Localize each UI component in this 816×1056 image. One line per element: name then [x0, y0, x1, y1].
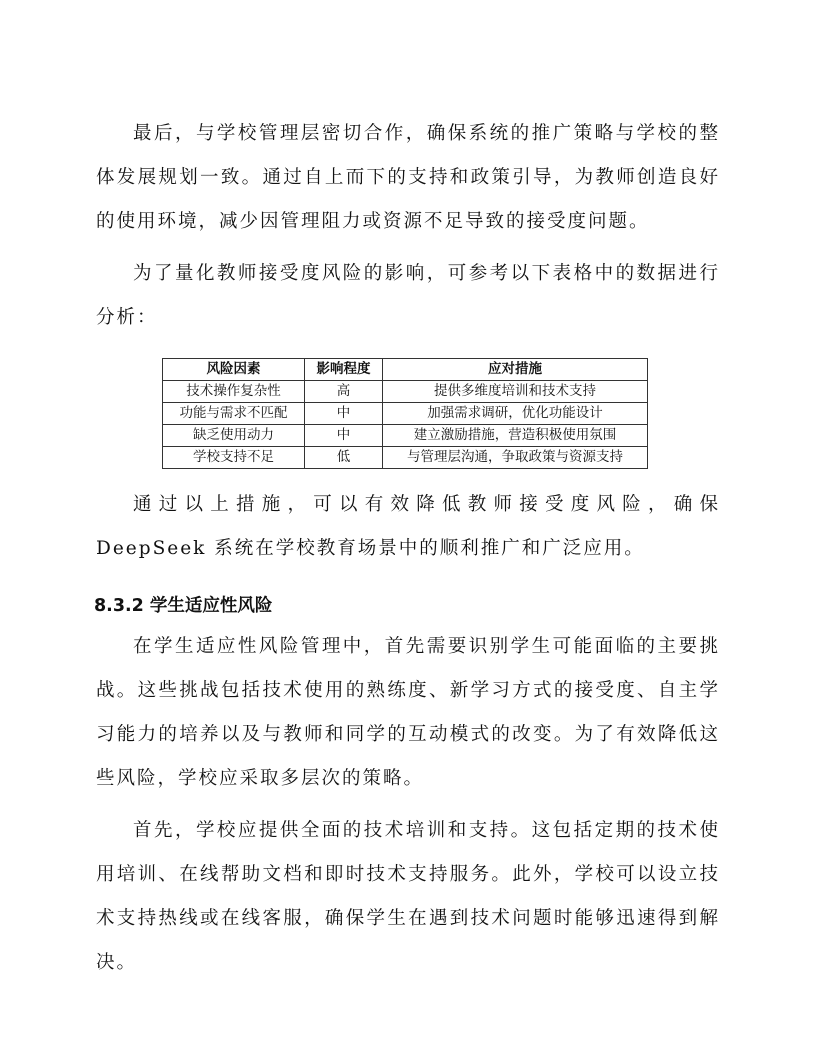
table-cell: 高 [305, 381, 383, 403]
table-cell: 学校支持不足 [163, 447, 305, 469]
table-cell: 建立激励措施，营造积极使用氛围 [383, 425, 648, 447]
table-cell: 中 [305, 425, 383, 447]
table-header-row [163, 359, 648, 381]
paragraph: 首先，学校应提供全面的技术培训和支持。这包括定期的技术使用培训、在线帮助文档和即时技术支持服务。此外，学校可以设立技术支持热线或在线客服，确保学生在遇到技术问题时能够迅速得到解决。 [96, 820, 720, 973]
table-cell: 加强需求调研，优化功能设计 [383, 403, 648, 425]
section-number: 8.3.2 [94, 596, 144, 616]
paragraph: 在学生适应性风险管理中，首先需要识别学生可能面临的主要挑战。这些挑战包括技术使用的熟练度、新学习方式的接受度、自主学习能力的培养以及与教师和同学的互动模式的改变。为了有效降低这些风险，学校应采取多层次的策略。 [96, 636, 720, 789]
risk-table [162, 358, 648, 469]
section-title: 学生适应性风险 [149, 596, 273, 616]
table-cell: 提供多维度培训和技术支持 [383, 381, 648, 403]
table-cell: 缺乏使用动力 [163, 425, 305, 447]
section-heading [94, 589, 720, 623]
table-cell: 低 [305, 447, 383, 469]
table-cell: 与管理层沟通，争取政策与资源支持 [383, 447, 648, 469]
paragraph: 为了量化教师接受度风险的影响，可参考以下表格中的数据进行分析： [96, 263, 720, 328]
table-row [163, 381, 648, 403]
paragraph: 通过以上措施，可以有效降低教师接受度风险，确保 DeepSeek 系统在学校教育场景中的顺利推广和广泛应用。 [96, 494, 720, 559]
document-page [96, 112, 720, 993]
paragraph: 最后，与学校管理层密切合作，确保系统的推广策略与学校的整体发展规划一致。通过自上而下的支持和政策引导，为教师创造良好的使用环境，减少因管理阻力或资源不足导致的接受度问题。 [96, 123, 720, 232]
table-row [163, 425, 648, 447]
table-header-cell: 风险因素 [163, 359, 305, 381]
table-row [163, 403, 648, 425]
table-cell: 功能与需求不匹配 [163, 403, 305, 425]
table-cell: 技术操作复杂性 [163, 381, 305, 403]
table-header-cell: 影响程度 [305, 359, 383, 381]
table-row [163, 447, 648, 469]
table-cell: 中 [305, 403, 383, 425]
table-header-cell: 应对措施 [383, 359, 648, 381]
